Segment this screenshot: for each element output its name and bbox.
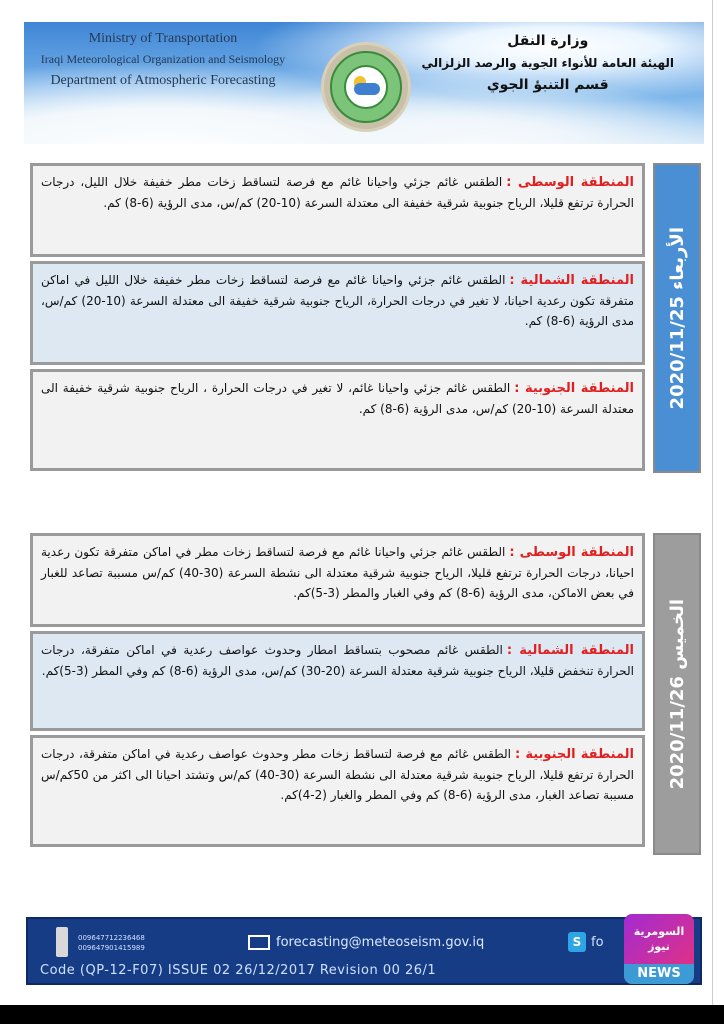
ministry-name-ar: وزارة النقل <box>507 33 589 49</box>
region-label: المنطقة الجنوبية : <box>514 381 634 396</box>
email-contact <box>248 935 484 950</box>
forecast-text: الطقس غائم مصحوب بتساقط امطار وحدوث عواصف رعدية في اماكن متفرقة، درجات الحرارة تنخفض قليلا، الرياح جنوبية شرقية معتدلة السرعة (20-30) كم/س، مدى الرؤية (6-8) كم وفي المطر (3-5)كم. <box>41 643 634 678</box>
forecast-south-day2 <box>30 735 645 847</box>
header-arabic <box>422 30 674 96</box>
forecast-text: الطقس غائم جزئي واحيانا غائم، لا تغير في درجات الحرارة ، الرياح جنوبية شرقية خفيفة الى معتدلة السرعة (10-20) كم/س، مدى الرؤية (6-8) كم. <box>41 381 634 416</box>
organization-name-ar: الهيئة العامة للأنواء الجوية والرصد الزلزالي <box>421 56 674 70</box>
region-label: المنطقة الشمالية : <box>506 643 635 658</box>
day2-date-text: 2020/11/26 الخميس <box>666 598 688 790</box>
forecast-central-day1 <box>30 163 645 257</box>
watermark-logo-text: السومرية نيوز <box>633 925 685 953</box>
day1-date-label <box>653 163 701 473</box>
email-address[interactable]: forecasting@meteoseism.gov.iq <box>276 935 485 950</box>
news-watermark-logo <box>624 914 694 984</box>
department-name-ar: قسم التنبؤ الجوي <box>486 77 609 93</box>
day1-forecasts <box>30 163 645 471</box>
forecast-south-day1 <box>30 369 645 471</box>
forecast-north-day1 <box>30 261 645 365</box>
forecast-north-day2 <box>30 631 645 731</box>
forecast-central-day2 <box>30 533 645 627</box>
header-english <box>28 28 298 91</box>
phone-numbers <box>78 933 145 953</box>
day2-date-label <box>653 533 701 855</box>
watermark-news-text: NEWS <box>624 964 694 984</box>
day1-date-text: 2020/11/25 الأربعاء <box>666 226 688 410</box>
skype-icon: S <box>568 932 586 952</box>
envelope-icon <box>248 935 270 950</box>
day2-forecasts <box>30 533 645 847</box>
header-banner <box>24 22 704 144</box>
ministry-name: Ministry of Transportation <box>88 31 238 46</box>
footer <box>26 917 702 985</box>
bottom-bar <box>0 1005 724 1024</box>
forecast-text: الطقس غائم مع فرصة لتساقط زخات مطر وحدوث عواصف رعدية في اماكن متفرقة، درجات الحرارة ترتفع قليلا، الرياح جنوبية شرقية معتدلة الى نشطة السرعة (30-40) كم/س وتشتد احيانا الى اكثر من 50كم/س مسببة تصاعد الغبار، مدى الرؤية (6-8) كم وفي المطر والغبار (2-4)كم. <box>41 747 635 802</box>
phone-number: 009647712236468 <box>78 934 145 942</box>
forecast-text: الطقس غائم جزئي واحيانا غائم مع فرصة لتساقط زخات مطر خفيفة خلال الليل في اماكن متفرقة تكون رعدية احيانا، لا تغير في درجات الحرارة، الرياح جنوبية شرقية خفيفة الى معتدلة السرعة (10-20) كم/س، مدى الرؤية (6-8) كم. <box>41 273 634 328</box>
phone-number: 009647901415989 <box>78 944 145 952</box>
page-edge <box>712 0 713 1005</box>
phone-icon <box>56 927 68 957</box>
department-name: Department of Atmospheric Forecasting <box>50 73 276 88</box>
region-label: المنطقة الجنوبية : <box>515 747 634 762</box>
skype-id: fo <box>591 935 604 950</box>
organization-logo <box>321 42 411 132</box>
organization-name: Iraqi Meteorological Organization and Seismology <box>40 52 286 66</box>
region-label: المنطقة الوسطى : <box>509 545 634 560</box>
document-code: Code (QP-12-F07) ISSUE 02 26/12/2017 Revision 00 26/1 <box>40 963 437 978</box>
forecast-text: الطقس غائم جزئي واحيانا غائم مع فرصة لتساقط زخات مطر في اماكن متفرقة تكون رعدية احيانا، درجات الحرارة ترتفع قليلا، الرياح جنوبية شرقية معتدلة الى نشطة السرعة (30-40) كم/س مسببة تصاعد للغبار في بعض الاماكن، مدى الرؤية (6-8) كم وفي الغبار والمطر (3-5)كم. <box>41 545 634 600</box>
forecast-text: الطقس غائم جزئي واحيانا غائم مع فرصة لتساقط زخات مطر خفيفة خلال الليل، درجات الحرارة ترتفع قليلا، الرياح جنوبية شرقية خفيفة الى معتدلة السرعة (10-20) كم/س، مدى الرؤية (6-8) كم. <box>41 175 634 210</box>
region-label: المنطقة الشمالية : <box>509 273 634 288</box>
region-label: المنطقة الوسطى : <box>506 175 634 190</box>
